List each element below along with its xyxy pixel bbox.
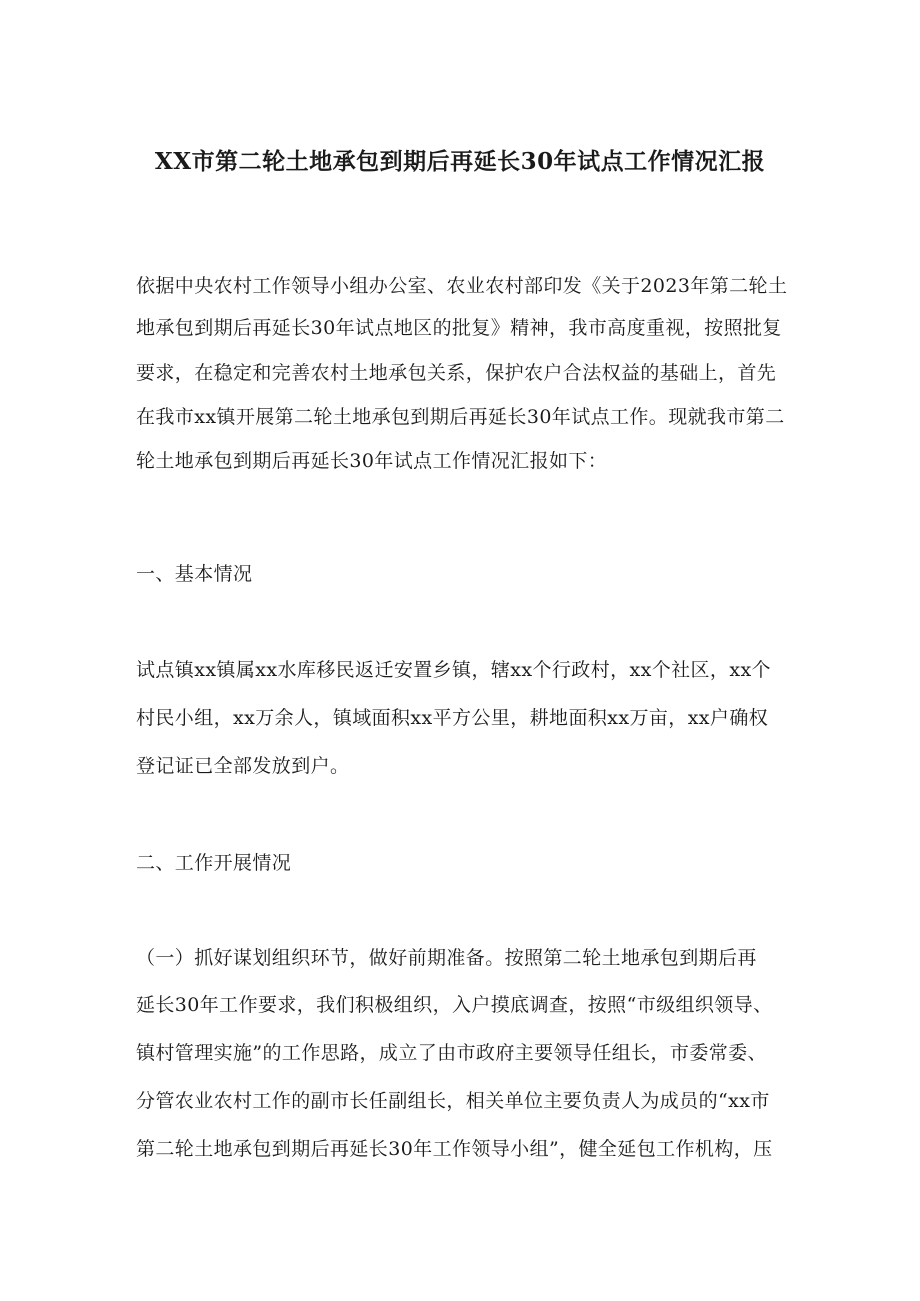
section1-line-1: 试点镇xx镇属xx水库移民返迁安置乡镇，辖xx个行政村，xx个社区，xx个	[136, 659, 771, 681]
intro-line-5: 轮土地承包到期后再延长30年试点工作情况汇报如下：	[136, 450, 608, 472]
section-heading-work: 二、工作开展情况	[136, 852, 292, 874]
section2-line-4: 分管农业农村工作的副市长任副组长，相关单位主要负责人为成员的“xx市	[136, 1090, 770, 1112]
section2-line-3: 镇村管理实施”的工作思路，成立了由市政府主要领导任组长，市委常委、	[136, 1042, 767, 1064]
intro-line-1: 依据中央农村工作领导小组办公室、农业农村部印发《关于2023年第二轮土	[136, 275, 788, 297]
section1-line-2: 村民小组，xx万余人，镇域面积xx平方公里，耕地面积xx万亩，xx户确权	[136, 707, 769, 729]
intro-line-2: 地承包到期后再延长30年试点地区的批复》精神，我市高度重视，按照批复	[136, 317, 782, 339]
section1-line-3: 登记证已全部发放到户。	[136, 755, 350, 777]
document-title: XX市第二轮土地承包到期后再延长30年试点工作情况汇报	[154, 148, 766, 175]
intro-line-3: 要求，在稳定和完善农村土地承包关系，保护农户合法权益的基础上，首先	[136, 362, 777, 384]
section2-line-5: 第二轮土地承包到期后再延长30年工作领导小组”，健全延包工作机构，压	[136, 1138, 773, 1160]
section2-line-2: 延长30年工作要求，我们积极组织，入户摸底调查，按照“市级组织领导、	[136, 994, 773, 1016]
section-heading-basic: 一、基本情况	[136, 563, 253, 585]
intro-line-4: 在我市xx镇开展第二轮土地承包到期后再延长30年试点工作。现就我市第二	[136, 406, 785, 428]
section2-line-1: （一）抓好谋划组织环节，做好前期准备。按照第二轮土地承包到期后再	[136, 947, 757, 969]
